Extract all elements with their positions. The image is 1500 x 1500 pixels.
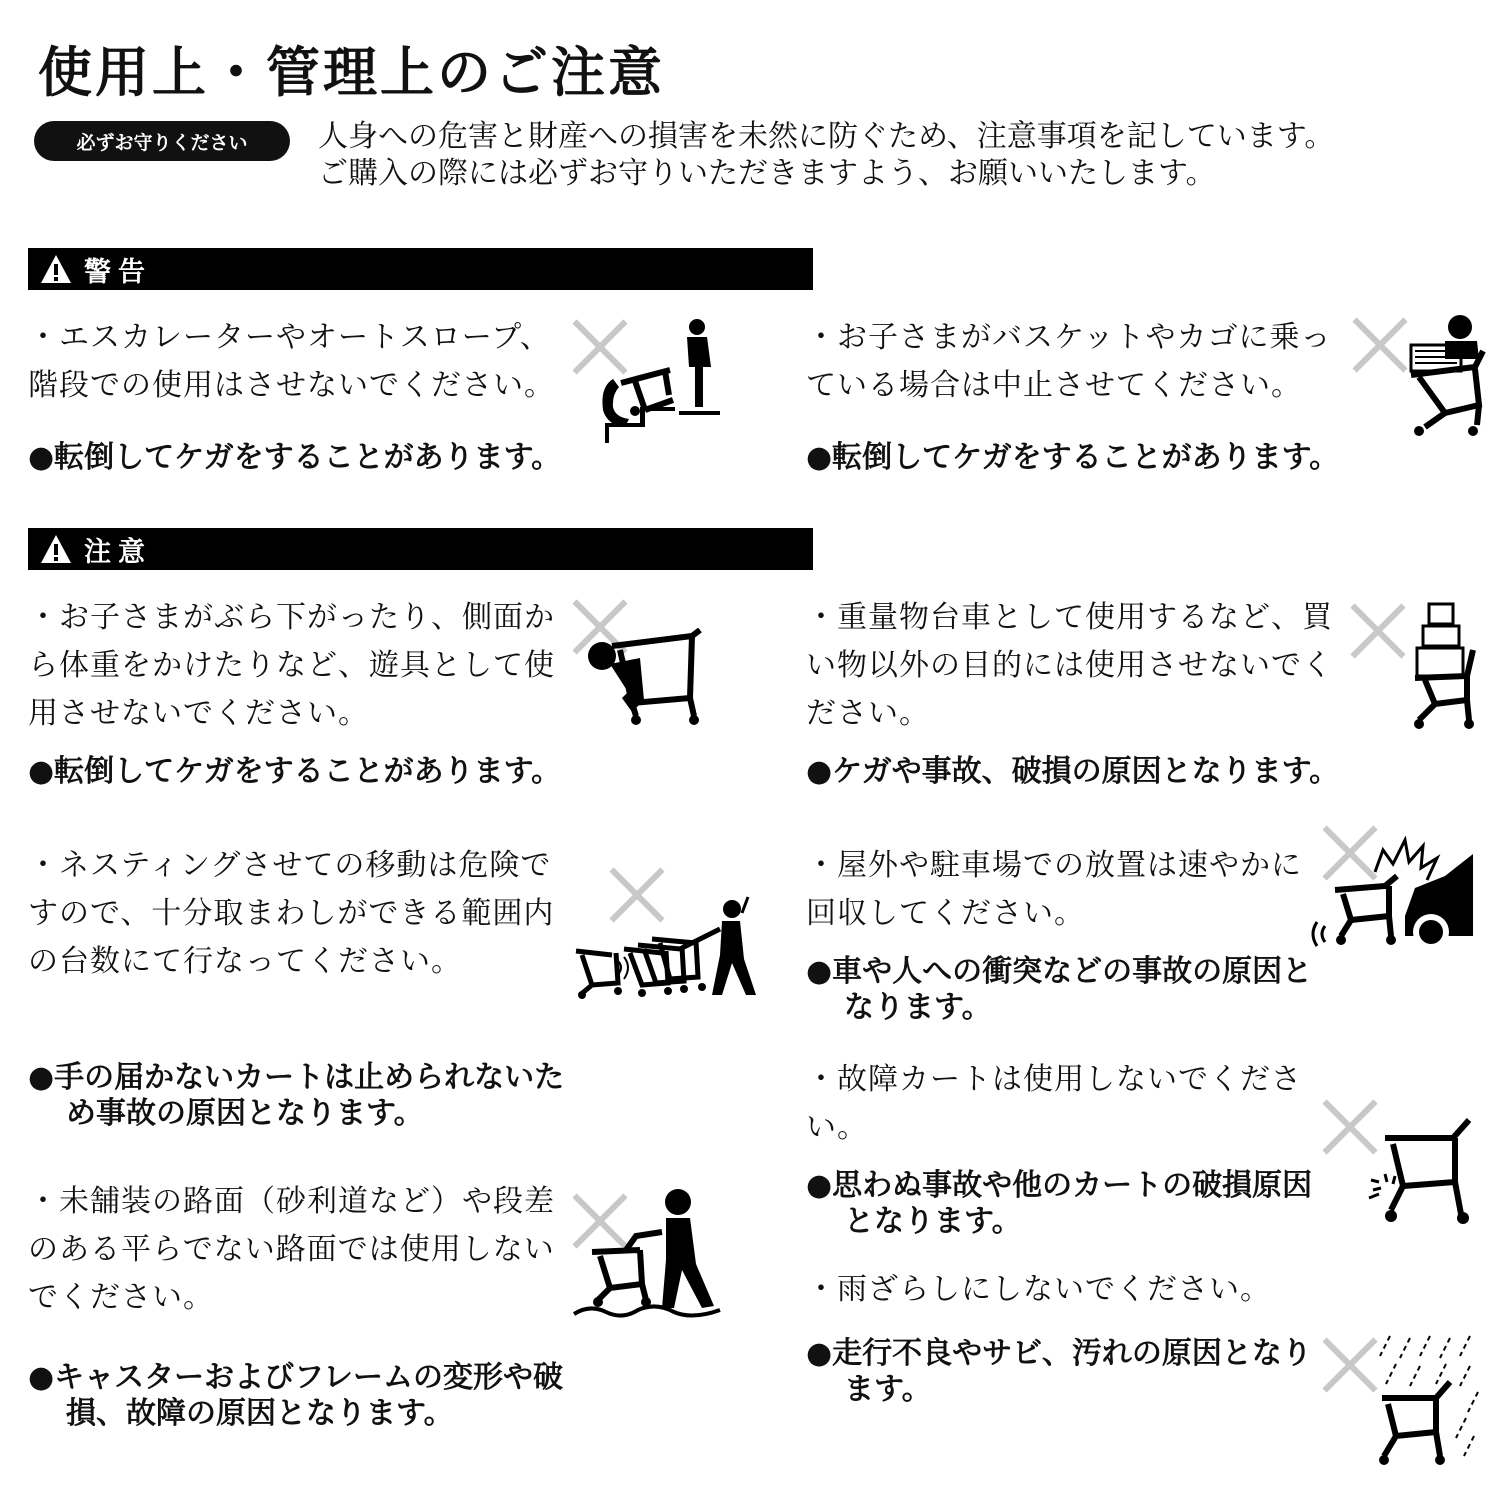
caution-triangle-icon [40, 534, 72, 564]
warning-item-child-basket [806, 314, 1351, 410]
warning-label: 警告 [84, 256, 152, 288]
item-text: ・雨ざらしにしないでください。 [806, 1272, 1271, 1307]
item-text: ・お子さまがぶら下がったり、側面から体重をかけたりなど、遊具として使用させないでください。 [28, 600, 555, 731]
nested-carts-icon [572, 895, 762, 1005]
caution-section-header [28, 528, 813, 570]
item-result: ●手の届かないカートは止められないため事故の原因となります。 [28, 1060, 565, 1131]
caution-item-broken-cart [806, 1056, 1326, 1152]
caution-result-heavy-load [806, 754, 1366, 790]
item-result: ●ケガや事故、破損の原因となります。 [806, 754, 1340, 789]
child-hanging-cart-icon [582, 628, 707, 728]
item-result: ●転倒してケガをすることがあります。 [28, 440, 562, 475]
warning-section-header [28, 248, 813, 290]
caution-item-rough-road [28, 1178, 558, 1322]
heavy-boxes-cart-icon [1405, 600, 1485, 730]
caution-item-heavy-load [806, 594, 1336, 738]
caution-result-broken-cart [806, 1168, 1326, 1240]
escalator-cart-icon [595, 315, 725, 445]
cross-mark-icon [1348, 602, 1406, 660]
broken-cart-icon [1365, 1110, 1480, 1230]
item-text: ・ネスティングさせての移動は危険ですので、十分取まわしができる範囲内の台数にて行なってください。 [28, 848, 555, 979]
warning-result-escalator [28, 440, 588, 476]
item-result: ●キャスターおよびフレームの変形や破損、故障の原因となります。 [28, 1360, 563, 1431]
item-text: ・屋外や駐車場での放置は速やかに回収してください。 [806, 848, 1302, 931]
page-title: 使用上・管理上のご注意 [38, 41, 665, 104]
intro-line-1: 人身への危害と財産への損害を未然に防ぐため、注意事項を記しています。 [318, 119, 1335, 154]
caution-result-nesting [28, 1060, 588, 1132]
item-result: ●転倒してケガをすることがあります。 [28, 754, 562, 789]
child-in-basket-icon [1405, 315, 1490, 440]
caution-result-outdoor [806, 954, 1326, 1026]
warning-result-child-basket [806, 440, 1366, 476]
caution-result-child-hanging [28, 754, 588, 790]
item-result: ●走行不良やサビ、汚れの原因となります。 [806, 1336, 1312, 1407]
intro-text [318, 118, 1478, 192]
item-result: ●思わぬ事故や他のカートの破損原因となります。 [806, 1168, 1313, 1239]
must-follow-badge: 必ずお守りください [34, 121, 290, 161]
rough-road-cart-icon [570, 1188, 725, 1318]
warning-triangle-icon [40, 254, 72, 284]
caution-item-outdoor [806, 842, 1326, 938]
caution-item-rain [806, 1266, 1326, 1314]
caution-label: 注意 [84, 536, 152, 568]
item-result: ●転倒してケガをすることがあります。 [806, 440, 1340, 475]
caution-result-rain [806, 1336, 1326, 1408]
cross-mark-icon [1350, 316, 1408, 374]
intro-line-2: ご購入の際には必ずお守りいただきますよう、お願いいたします。 [318, 156, 1216, 191]
item-text: ・お子さまがバスケットやカゴに乗っている場合は中止させてください。 [806, 320, 1332, 403]
item-result: ●車や人への衝突などの事故の原因となります。 [806, 954, 1313, 1025]
caution-item-nesting [28, 842, 558, 986]
caution-result-rough-road [28, 1360, 588, 1432]
item-text: ・重量物台車として使用するなど、買い物以外の目的には使用させないでください。 [806, 600, 1333, 731]
warning-item-escalator [28, 314, 558, 410]
item-text: ・故障カートは使用しないでください。 [806, 1062, 1302, 1145]
cart-car-collision-icon [1305, 836, 1477, 956]
caution-item-child-hanging [28, 594, 558, 738]
rain-cart-icon [1370, 1332, 1482, 1472]
item-text: ・エスカレーターやオートスロープ、階段での使用はさせないでください。 [28, 320, 555, 403]
item-text: ・未舗装の路面（砂利道など）や段差のある平らでない路面では使用しないでください。 [28, 1184, 555, 1315]
